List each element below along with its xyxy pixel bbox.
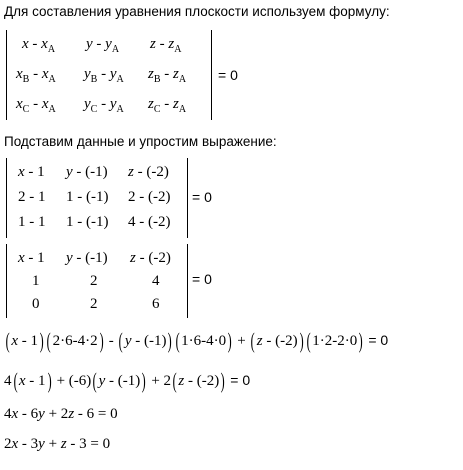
expansion-term-2: 2·6-4·2	[52, 333, 98, 349]
determinant-right-bar	[211, 30, 212, 120]
expansion-term-1: x - 1	[11, 333, 38, 349]
simplified-coef-1: 4	[4, 373, 12, 389]
formula-cell-1-1: x - $x_A$	[22, 36, 56, 55]
matrix3-cell-1-3: z - (-2)	[130, 250, 171, 266]
formula-cell-1-2: y - $y_A$	[86, 36, 120, 55]
matrix2-cell-2-1: 2 - 1	[18, 189, 46, 205]
simplified-line: 4( x - 1) + (-6)( y - (-1)) + 2( z - (-2)) = 0	[4, 368, 251, 393]
matrix2-cell-2-2: 1 - (-1)	[66, 189, 109, 205]
simplified-coef-3: + 2	[151, 373, 172, 389]
matrix2-cell-2-3: 2 - (-2)	[128, 189, 171, 205]
matrix3-cell-3-1: 0	[32, 296, 40, 312]
simplified-term-3: z - (-2)	[178, 373, 220, 389]
formula-cell-2-1: $x_B - x_A$	[16, 66, 56, 85]
expansion-equals: = 0	[368, 332, 389, 348]
matrix2-cell-1-3: z - (-2)	[128, 164, 169, 180]
formula-cell-2-3: $z_B - z_A$	[148, 66, 187, 85]
expansion-term-5: z - (-2)	[256, 333, 298, 349]
simplified-term-1: x - 1	[18, 373, 46, 389]
formula-cell-1-3: z - $z_A$	[150, 36, 182, 55]
formula-cell-3-2: $y_C - y_A$	[84, 96, 124, 115]
simplified-term-2: y - (-1)	[98, 373, 141, 389]
matrix3-cell-2-1: 1	[32, 273, 40, 289]
formula-equals: = 0	[218, 67, 238, 83]
matrix3-cell-3-2: 2	[90, 296, 98, 312]
matrix2-cell-3-2: 1 - (-1)	[66, 214, 109, 230]
matrix2-cell-1-2: y - (-1)	[66, 164, 108, 180]
simplified-coef-2: + (-6)	[56, 373, 92, 389]
result-line-1: 4x - 6y + 2z - 6 = 0	[4, 406, 118, 422]
matrix2-cell-1-1: x - 1	[18, 164, 45, 180]
simplified-equals: = 0	[230, 372, 251, 388]
expansion-term-4: 1·6-4·0	[181, 333, 227, 349]
substitution-text: Подставим данные и упростим выражение:	[4, 134, 277, 149]
matrix3-cell-1-1: x - 1	[18, 250, 45, 266]
formula-cell-3-3: $z_C - z_A$	[148, 96, 187, 115]
expansion-term-3: y - (-1)	[124, 333, 167, 349]
formula-cell-2-2: $y_B - y_A$	[84, 66, 124, 85]
matrix3-cell-2-2: 2	[90, 273, 98, 289]
determinant-left-bar	[6, 158, 7, 238]
determinant-left-bar	[6, 30, 7, 120]
result-line-2: 2x - 3y + z - 3 = 0	[4, 436, 111, 452]
formula-determinant	[6, 30, 212, 120]
matrix2-cell-3-3: 4 - (-2)	[128, 214, 171, 230]
matrix2-equals: = 0	[192, 189, 212, 205]
determinant-left-bar	[6, 244, 7, 318]
matrix3-cell-3-3: 6	[152, 296, 160, 312]
formula-cell-3-1: $x_C - x_A$	[16, 96, 56, 115]
matrix3-equals: = 0	[192, 271, 212, 287]
simplified-determinant	[6, 244, 188, 318]
matrix3-cell-2-3: 4	[152, 273, 160, 289]
matrix3-cell-1-2: y - (-1)	[66, 250, 108, 266]
intro-text: Для составления уравнения плоскости используем формулу:	[4, 4, 390, 19]
substituted-determinant	[6, 158, 188, 238]
expansion-line: ( x - 1) ( 2·6-4·2) - ( y - (-1)) ( 1·6-4·0) + ( z - (-2)) ( 1·2-2·0) = 0	[5, 328, 389, 353]
determinant-right-bar	[187, 158, 188, 238]
matrix2-cell-3-1: 1 - 1	[18, 214, 46, 230]
determinant-right-bar	[187, 244, 188, 318]
expansion-term-6: 1·2-2·0	[312, 333, 358, 349]
